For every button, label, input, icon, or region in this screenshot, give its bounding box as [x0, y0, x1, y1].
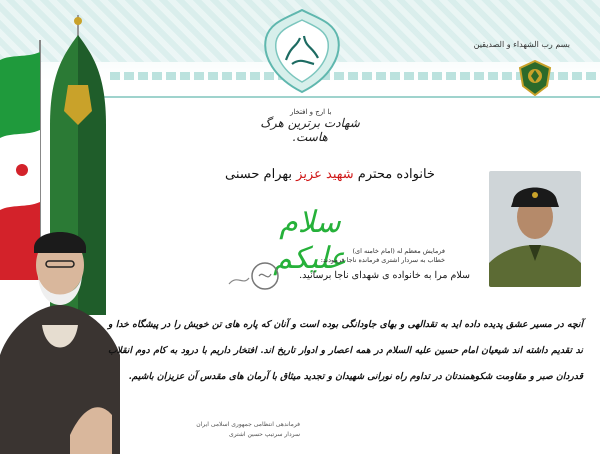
police-emblem-icon	[518, 60, 552, 96]
header-slogan: بسم رب الشهداء و الصدیقین	[473, 40, 570, 49]
gift-heading: شهادت برترین هرگ هاست.	[260, 116, 360, 144]
family-prefix: خانواده محترم	[357, 167, 435, 182]
greeting-text: سلام مرا به خانواده ی شهدای ناجا برسانید.	[299, 270, 470, 281]
crest-medallion-icon	[262, 8, 342, 94]
attribution-line-2: خطاب به سردار اشتری فرمانده ناجا فرمودند:	[320, 256, 445, 264]
footer-signature	[160, 420, 300, 440]
leader-portrait	[0, 205, 120, 454]
martyr-title: شهید عزیز	[296, 167, 354, 182]
family-line	[200, 167, 460, 182]
martyr-name: بهرام حسنی	[225, 167, 292, 182]
martyr-photo	[489, 171, 581, 287]
footer-line-1: فرماندهی انتظامی جمهوری اسلامی ایران	[196, 421, 300, 428]
attribution-line-1: فرمایش معظم له (امام خامنه ای)	[352, 247, 445, 255]
dedication-text: با ارج و افتخار	[290, 108, 332, 116]
frame-border	[103, 96, 600, 98]
footer-line-2: سردار سرتیپ حسین اشتری	[229, 431, 300, 438]
certificate-body: آنچه در مسیر عشق پدیده داده اید به تقدالهی و بهای جاودانگی بوده است و آنان که پاره های تن خویش را در پیشگاه خدا و ند تقدیم داشته اند شیعیان امام حسین علیه السلام در همه اعصار و ادوار تاریخ اند. افتخار داریم با درود به کام دوم انقلاب قدردان صبر و مقاومت شکوهمندتان در تداوم راه نورانی شهیدان و تجدید میثاق با آرمان های مقدس آن عزیزان باشیم.	[108, 319, 583, 382]
handwritten-salutation: سلام عليكم	[273, 205, 347, 276]
